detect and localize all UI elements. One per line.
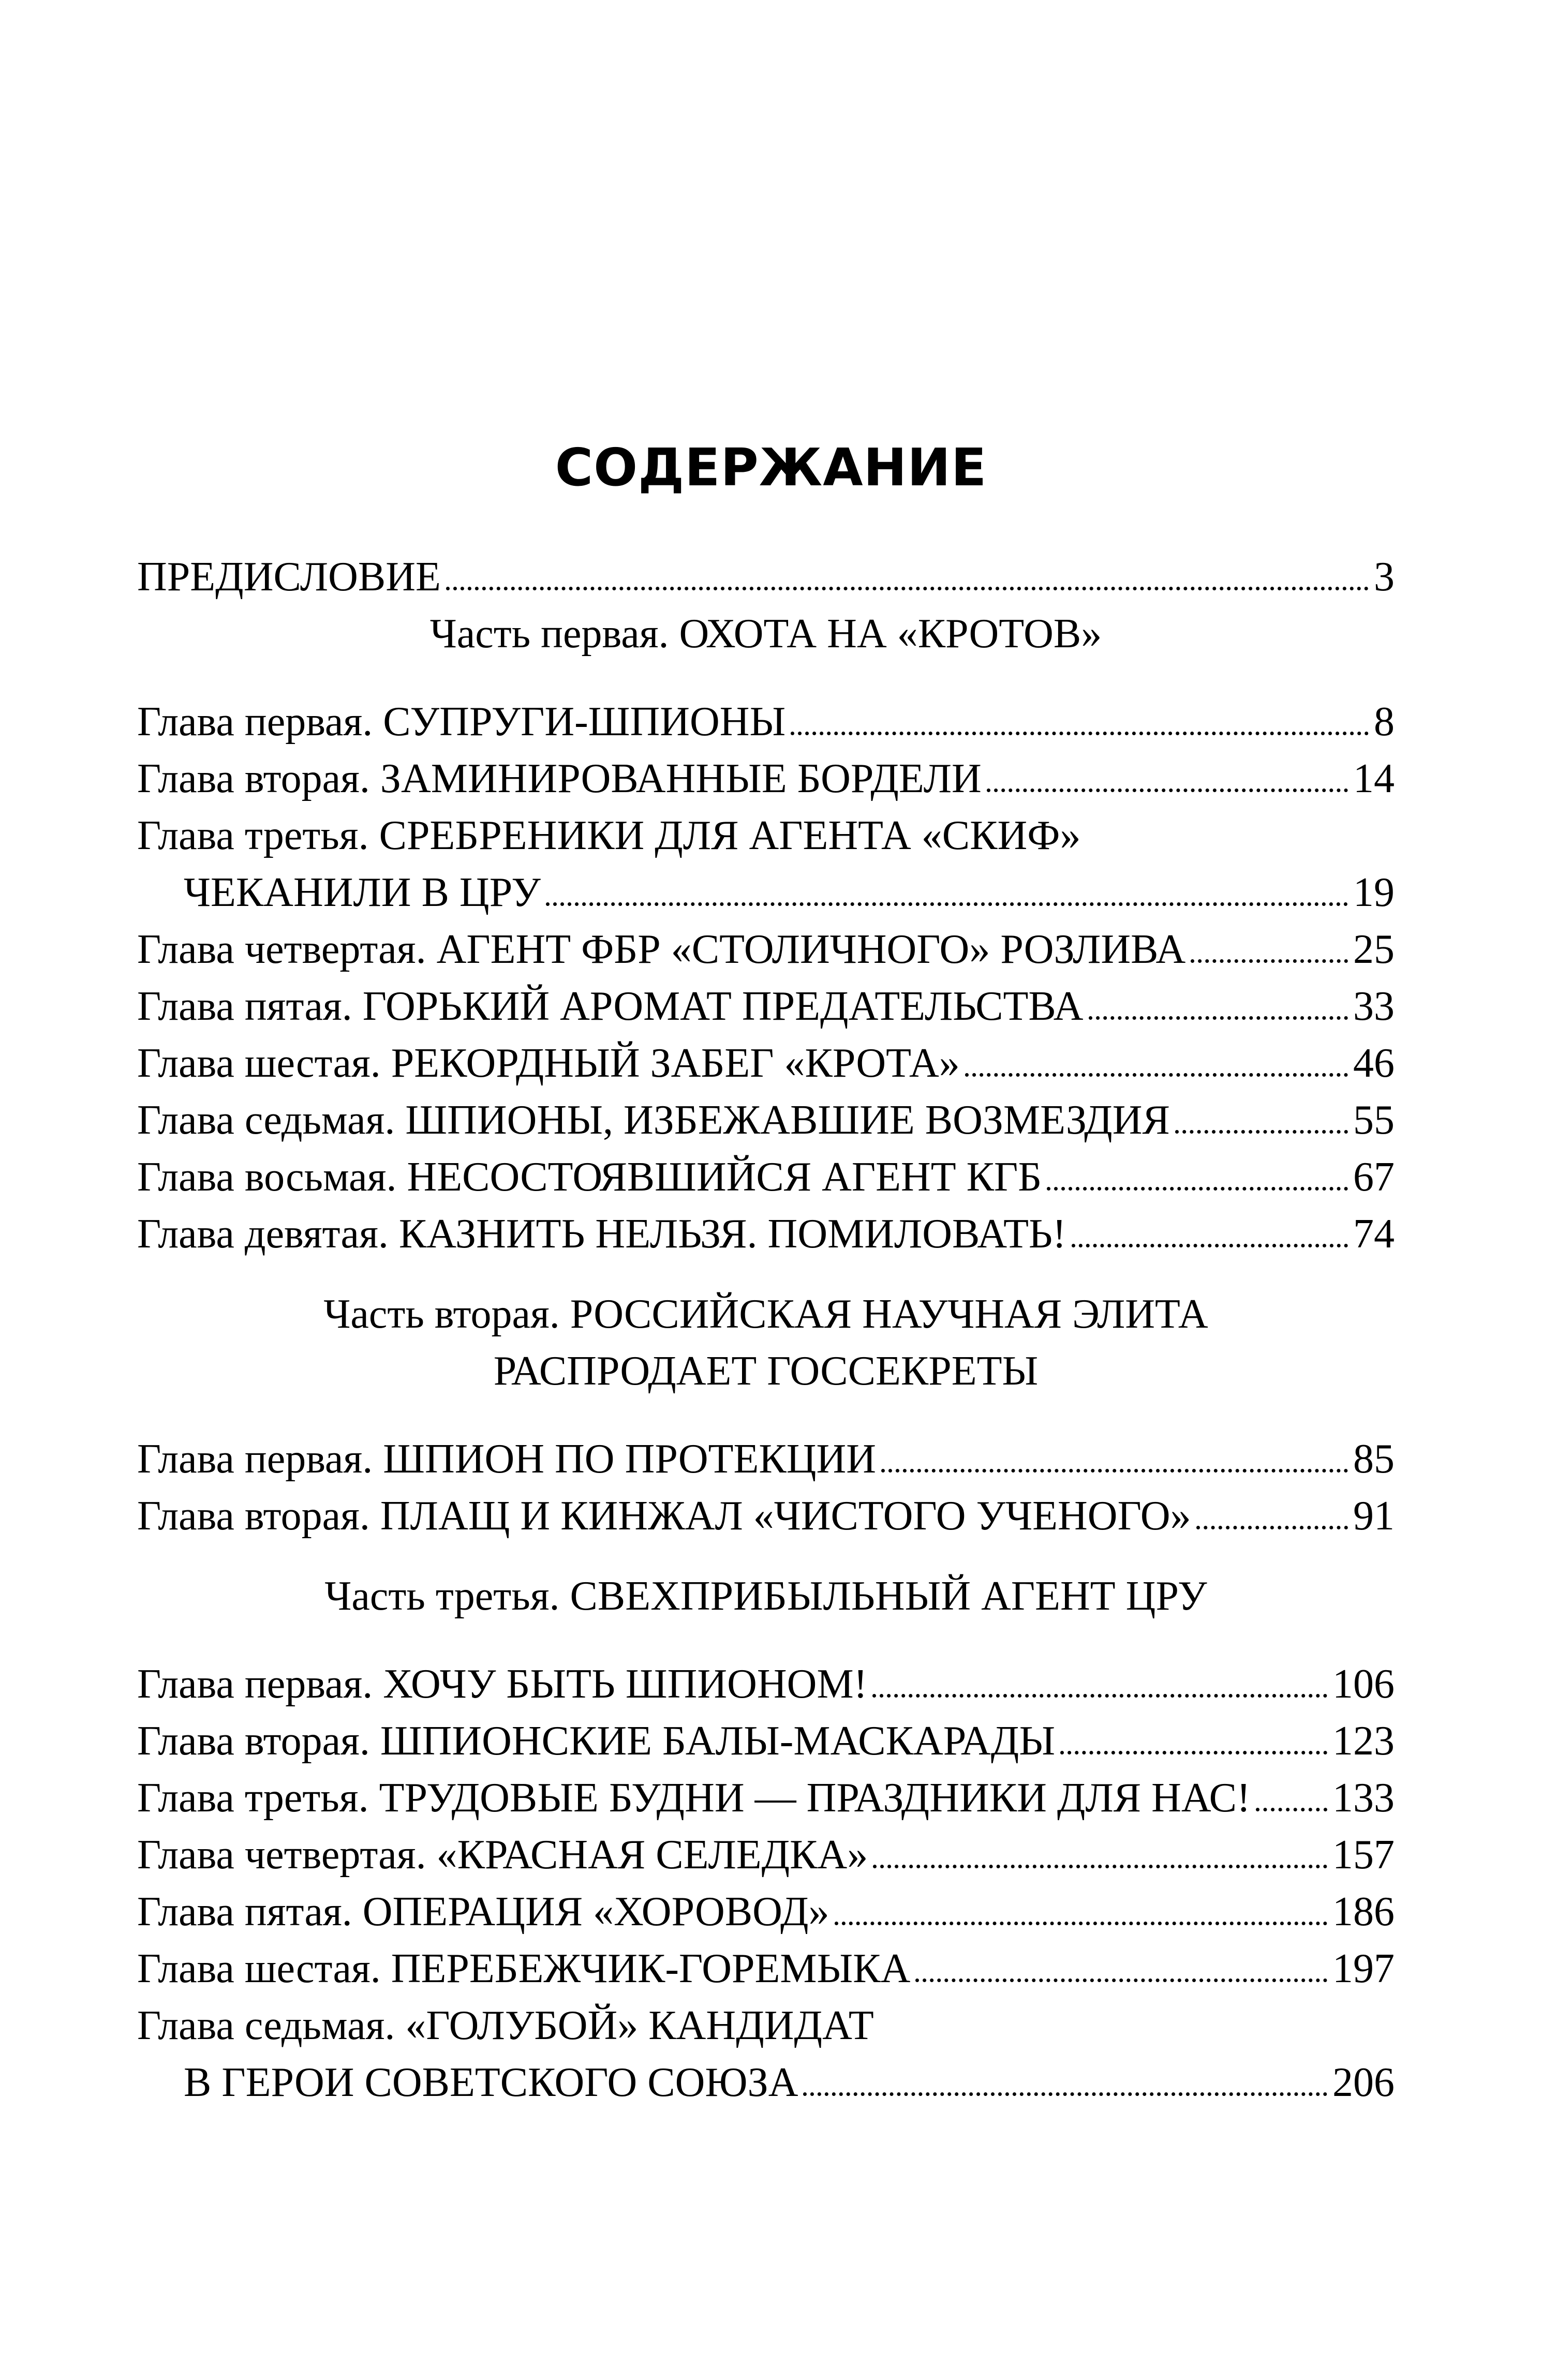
toc-entry-chapter[interactable]: [137, 1997, 1395, 2111]
toc-entry-chapter[interactable]: [137, 1206, 1395, 1262]
toc-entry-label: Глава первая. СУПРУГИ-ШПИОНЫ: [137, 699, 786, 745]
toc-page-number: 8: [1374, 699, 1395, 745]
dot-leader: [1256, 1808, 1327, 1811]
dot-leader: [1047, 1187, 1348, 1191]
toc-page-number: 67: [1353, 1154, 1395, 1200]
toc-page-number: 55: [1353, 1097, 1395, 1143]
toc-page-number: 106: [1332, 1661, 1395, 1707]
toc-entry-preface[interactable]: [137, 548, 1395, 605]
dot-leader: [873, 1865, 1327, 1868]
toc-entry-label: Глава четвертая. «КРАСНАЯ СЕЛЕДКА»: [137, 1832, 868, 1878]
toc-entry-chapter[interactable]: [137, 1940, 1395, 1997]
toc-page-number: 123: [1332, 1718, 1395, 1764]
dot-leader: [881, 1469, 1348, 1472]
toc-page-number: 186: [1332, 1889, 1395, 1935]
toc-entry-chapter[interactable]: [137, 1769, 1395, 1826]
dot-leader: [987, 789, 1348, 792]
table-of-contents: [137, 548, 1395, 2111]
toc-entry-chapter[interactable]: [137, 807, 1395, 921]
toc-page-number: 74: [1353, 1211, 1395, 1257]
toc-entry-label: Глава вторая. ШПИОНСКИЕ БАЛЫ-МАСКАРАДЫ: [137, 1718, 1056, 1764]
toc-entry-chapter[interactable]: [137, 1826, 1395, 1883]
toc-entry-label: Глава седьмая. ШПИОНЫ, ИЗБЕЖАВШИЕ ВОЗМЕЗДИЯ: [137, 1097, 1170, 1143]
dot-leader: [1060, 1751, 1327, 1754]
dot-leader: [965, 1073, 1348, 1077]
part-title-line: Часть первая. ОХОТА НА «КРОТОВ»: [429, 611, 1102, 657]
dot-leader: [1175, 1130, 1348, 1134]
toc-entry-label: Глава вторая. ПЛАЩ И КИНЖАЛ «ЧИСТОГО УЧЕНОГО»: [137, 1493, 1191, 1539]
toc-entry-chapter[interactable]: [137, 921, 1395, 978]
toc-entry-label: Глава седьмая. «ГОЛУБОЙ» КАНДИДАТ: [137, 2003, 874, 2048]
dot-leader: [835, 1922, 1327, 1925]
toc-page-number: 19: [1353, 870, 1395, 915]
toc-page-number: 133: [1332, 1775, 1395, 1821]
dot-leader: [872, 1694, 1327, 1698]
toc-page-number: 3: [1374, 554, 1395, 600]
toc-entry-chapter[interactable]: [137, 1883, 1395, 1940]
toc-page-number: 157: [1332, 1832, 1395, 1878]
toc-entry-chapter[interactable]: [137, 1035, 1395, 1092]
toc-entry-label: Глава первая. ХОЧУ БЫТЬ ШПИОНОМ!: [137, 1661, 868, 1707]
dot-leader: [1072, 1244, 1348, 1247]
toc-entry-chapter[interactable]: [137, 693, 1395, 750]
dot-leader: [546, 902, 1348, 906]
toc-page-number: 91: [1353, 1493, 1395, 1539]
dot-leader: [1196, 1526, 1348, 1529]
toc-page-number: 46: [1353, 1040, 1395, 1086]
page-title: СОДЕРЖАНИЕ: [555, 437, 987, 498]
dot-leader: [1191, 959, 1348, 963]
toc-page-number: 85: [1353, 1436, 1395, 1482]
toc-entry-label: Глава восьмая. НЕСОСТОЯВШИЙСЯ АГЕНТ КГБ: [137, 1154, 1042, 1200]
part-heading: [137, 1568, 1395, 1625]
toc-entry-chapter[interactable]: [137, 750, 1395, 807]
toc-entry-label: Глава шестая. РЕКОРДНЫЙ ЗАБЕГ «КРОТА»: [137, 1040, 960, 1086]
toc-entry-label: Глава четвертая. АГЕНТ ФБР «СТОЛИЧНОГО» РОЗЛИВА: [137, 927, 1186, 972]
toc-entry-label: ПРЕДИСЛОВИЕ: [137, 554, 441, 600]
toc-entry-label: Глава третья. ТРУДОВЫЕ БУДНИ — ПРАЗДНИКИ ДЛЯ НАС!: [137, 1775, 1251, 1821]
toc-entry-label-continued: В ГЕРОИ СОВЕТСКОГО СОЮЗА: [184, 2060, 798, 2105]
toc-entry-label: Глава третья. СРЕБРЕНИКИ ДЛЯ АГЕНТА «СКИФ»: [137, 813, 1081, 858]
toc-entry-chapter[interactable]: [137, 1656, 1395, 1713]
toc-page-number: 197: [1332, 1946, 1395, 1991]
dot-leader: [915, 1979, 1327, 1982]
part-title-line: Часть вторая. РОССИЙСКАЯ НАУЧНАЯ ЭЛИТА: [323, 1291, 1208, 1337]
dot-leader: [446, 587, 1369, 590]
toc-entry-chapter[interactable]: [137, 1431, 1395, 1488]
toc-entry-label: Глава шестая. ПЕРЕБЕЖЧИК-ГОРЕМЫКА: [137, 1946, 911, 1991]
part-title-line: РАСПРОДАЕТ ГОССЕКРЕТЫ: [493, 1348, 1039, 1394]
toc-entry-chapter[interactable]: [137, 1713, 1395, 1769]
toc-entry-chapter[interactable]: [137, 978, 1395, 1035]
toc-entry-chapter[interactable]: [137, 1092, 1395, 1149]
dot-leader: [803, 2092, 1327, 2096]
dot-leader: [1089, 1016, 1348, 1020]
toc-page-number: 25: [1353, 927, 1395, 972]
toc-entry-chapter[interactable]: [137, 1149, 1395, 1206]
toc-entry-label: Глава пятая. ОПЕРАЦИЯ «ХОРОВОД»: [137, 1889, 829, 1935]
part-heading: [137, 605, 1395, 662]
part-heading: [137, 1286, 1395, 1400]
toc-page-number: 206: [1332, 2060, 1395, 2105]
toc-entry-label: Глава пятая. ГОРЬКИЙ АРОМАТ ПРЕДАТЕЛЬСТВА: [137, 984, 1084, 1029]
toc-entry-label: Глава первая. ШПИОН ПО ПРОТЕКЦИИ: [137, 1436, 877, 1482]
toc-entry-label: Глава вторая. ЗАМИНИРОВАННЫЕ БОРДЕЛИ: [137, 756, 982, 801]
dot-leader: [791, 732, 1369, 735]
toc-entry-label-continued: ЧЕКАНИЛИ В ЦРУ: [184, 870, 541, 915]
toc-entry-chapter[interactable]: [137, 1488, 1395, 1544]
part-title-line: Часть третья. СВЕХПРИБЫЛЬНЫЙ АГЕНТ ЦРУ: [324, 1573, 1207, 1619]
toc-entry-label: Глава девятая. КАЗНИТЬ НЕЛЬЗЯ. ПОМИЛОВАТЬ!: [137, 1211, 1066, 1257]
toc-page-number: 14: [1353, 756, 1395, 801]
toc-page-number: 33: [1353, 984, 1395, 1029]
